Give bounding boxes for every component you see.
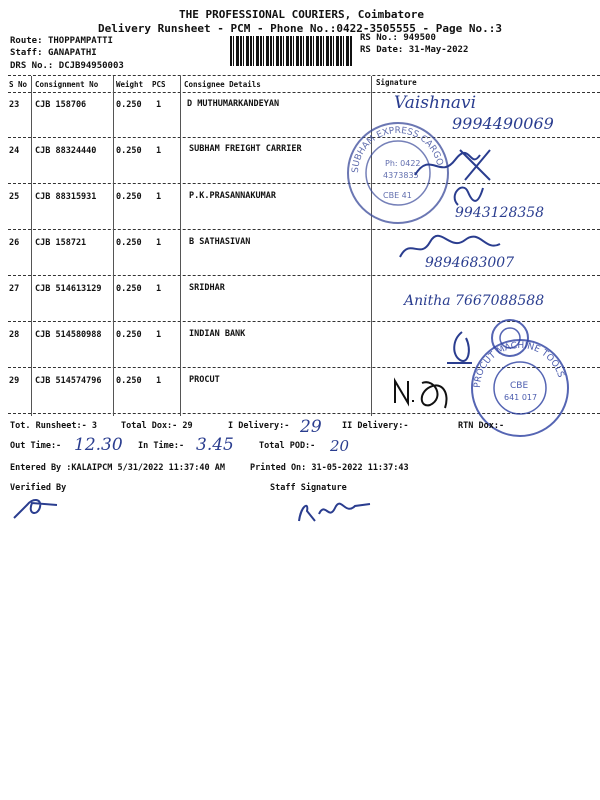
row-sno: 26	[9, 238, 20, 248]
signature-row-28	[442, 330, 482, 366]
row-sno: 27	[9, 284, 20, 294]
total-dox: Total Dox:- 29	[121, 421, 193, 431]
row-weight: 0.250	[116, 376, 142, 386]
i-delivery-value: 29	[300, 417, 322, 437]
column-divider	[31, 76, 32, 416]
row-consignment: CJB 88315931	[35, 192, 97, 202]
staff-field	[10, 48, 97, 58]
row-pcs: 1	[156, 192, 162, 202]
row-weight: 0.250	[116, 100, 142, 110]
total-pod-label: Total POD:-	[259, 441, 316, 451]
rs-date-value: 31-May-2022	[408, 45, 469, 55]
row-pcs: 1	[156, 238, 162, 248]
rs-date-field	[360, 45, 468, 55]
tot-runsheet: Tot. Runsheet:- 3	[10, 421, 97, 431]
row-divider	[8, 183, 600, 184]
row-sno: 25	[9, 192, 20, 202]
out-time-value: 12.30	[74, 435, 123, 455]
staff-value: GANAPATHI	[47, 48, 97, 58]
signature-row-25-phone: 9943128358	[455, 205, 545, 221]
signature-row-23-name: Vaishnavi	[394, 93, 477, 113]
row-pcs: 1	[156, 146, 162, 156]
verified-by-signature	[12, 493, 62, 523]
out-time-label: Out Time:-	[10, 441, 62, 451]
col-header-consignment: Consignment No	[35, 80, 99, 89]
row-consignee: SRIDHAR	[189, 283, 225, 293]
row-consignment: CJB 514613129	[35, 284, 102, 294]
route-field	[10, 36, 113, 46]
printed-on: Printed On: 31-05-2022 11:37:43	[250, 463, 409, 473]
col-header-signature: Signature	[376, 78, 417, 87]
ii-delivery-label: II Delivery:-	[342, 421, 409, 431]
runsheet-subtitle: Delivery Runsheet - PCM - Phone No.:0422-3505555 - Page No.:3	[98, 22, 502, 35]
staff-signature	[295, 496, 375, 526]
i-delivery-label: I Delivery:-	[228, 421, 290, 431]
company-title: THE PROFESSIONAL COURIERS, Coimbatore	[179, 8, 425, 21]
column-divider	[180, 76, 181, 416]
col-header-weight: Weight	[116, 80, 144, 89]
in-time-label: In Time:-	[138, 441, 185, 451]
staff-label: Staff:	[10, 48, 43, 58]
barcode	[230, 36, 353, 66]
stamp1-inner-text: Ph: 0422	[385, 159, 421, 168]
row-divider	[8, 229, 600, 230]
row-sno: 23	[9, 100, 20, 110]
stamp1-inner-text: CBE 41	[383, 191, 412, 200]
stamp2-inner-text: CBE	[510, 381, 529, 391]
verified-by-label: Verified By	[10, 483, 67, 493]
rs-date-label: RS Date:	[360, 45, 404, 55]
table-header-rule	[8, 92, 600, 93]
col-header-pcs: PCS	[152, 80, 166, 89]
col-header-sno: S No	[9, 80, 28, 89]
rs-no-field	[360, 33, 436, 43]
rs-no-value: 949500	[403, 33, 436, 43]
row-weight: 0.250	[116, 330, 142, 340]
stamp2-ring-text: PROCUT MACHINE TOOLS	[472, 340, 566, 389]
row-consignment: CJB 514574796	[35, 376, 102, 386]
signature-row-27: Anitha 7667088588	[404, 293, 545, 309]
drs-value: DCJB94950003	[58, 61, 124, 71]
row-divider	[8, 275, 600, 276]
drs-field	[10, 61, 124, 71]
row-sno: 28	[9, 330, 20, 340]
in-time-value: 3.45	[196, 435, 234, 455]
drs-label: DRS No.:	[10, 61, 54, 71]
rs-no-label: RS No.:	[360, 33, 398, 43]
row-consignee: D MUTHUMARKANDEYAN	[187, 99, 280, 109]
route-value: THOPPAMPATTI	[47, 36, 113, 46]
row-consignee: P.K.PRASANNAKUMAR	[189, 191, 276, 201]
row-sno: 29	[9, 376, 20, 386]
table-top-rule	[8, 75, 600, 76]
signature-row-29	[390, 373, 460, 413]
row-consignment: CJB 88324440	[35, 146, 97, 156]
signature-row-26-phone: 9894683007	[425, 255, 515, 271]
row-pcs: 1	[156, 100, 162, 110]
row-pcs: 1	[156, 330, 162, 340]
row-sno: 24	[9, 146, 20, 156]
row-weight: 0.250	[116, 238, 142, 248]
row-pcs: 1	[156, 284, 162, 294]
stamp1-ring-text: SUBHAM EXPRESS CARGO	[350, 125, 445, 174]
row-pcs: 1	[156, 376, 162, 386]
route-label: Route:	[10, 36, 43, 46]
row-consignee: B SATHASIVAN	[189, 237, 251, 247]
row-weight: 0.250	[116, 192, 142, 202]
row-consignment: CJB 514580988	[35, 330, 102, 340]
staff-signature-label: Staff Signature	[270, 483, 347, 493]
total-pod-value: 20	[330, 437, 350, 455]
stamp1-inner-text: 4373835	[383, 171, 419, 180]
column-divider	[113, 76, 114, 416]
row-consignment: CJB 158721	[35, 238, 87, 248]
rtn-dox-label: RTN Dox:-	[458, 421, 505, 431]
row-consignee: INDIAN BANK	[189, 329, 246, 339]
signature-row-23-phone: 9994490069	[452, 114, 554, 133]
row-consignee: PROCUT	[189, 375, 220, 385]
row-weight: 0.250	[116, 284, 142, 294]
entered-by: Entered By :KALAIPCM 5/31/2022 11:37:40 AM	[10, 463, 225, 473]
row-divider	[8, 137, 600, 138]
col-header-consignee: Consignee Details	[184, 80, 261, 89]
stamp2-inner-text: 641 017	[504, 393, 538, 402]
row-consignment: CJB 158706	[35, 100, 87, 110]
row-consignee: SUBHAM FREIGHT CARRIER	[189, 144, 302, 154]
row-weight: 0.250	[116, 146, 142, 156]
